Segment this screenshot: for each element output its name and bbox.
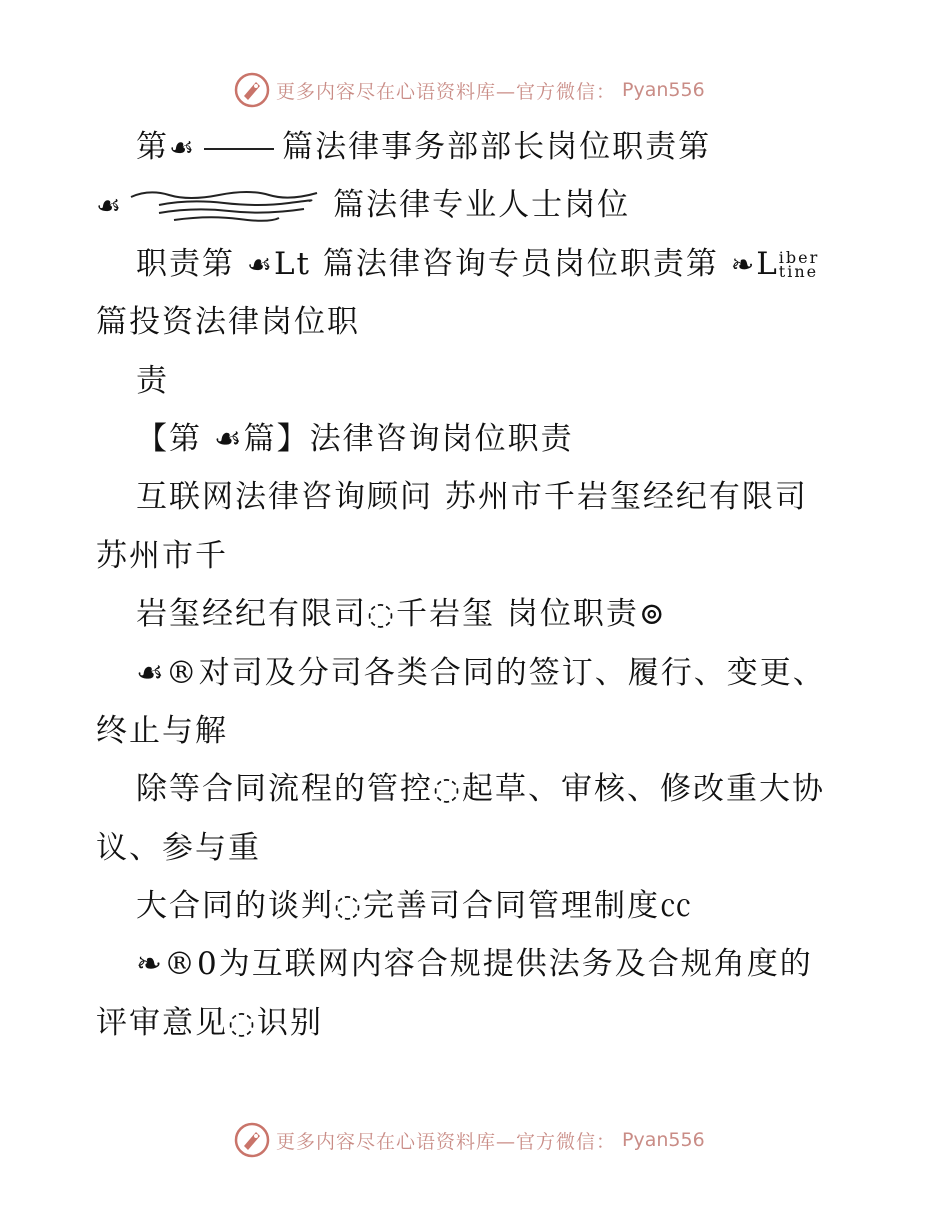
ornament-icon: ❧	[730, 247, 757, 281]
text-line: 大合同的谈判◌完善司合同管理制度㏄	[136, 888, 694, 925]
text-line: 苏州市千	[96, 537, 228, 574]
text-line: 职责第 ☙Lt 篇法律咨询专员岗位职责第 ❧Liber tine	[136, 245, 820, 282]
watermark-text: 更多内容尽在心语资料库—官方微信：	[276, 1130, 617, 1153]
ornament-icon: ☙	[246, 247, 274, 281]
text-line: 除等合同流程的管控◌起草、审核、修改重大协	[136, 771, 826, 808]
text-line: 第☙ 篇法律事务部部长岗位职责第	[136, 129, 712, 165]
ornament-icon: ☙	[169, 131, 197, 164]
pen-nib-icon	[234, 72, 270, 108]
footer-watermark	[234, 1120, 705, 1160]
text-line: 岩玺经纪有限司◌千岩玺 岗位职责⊚	[136, 596, 667, 633]
text-line: ☙ 篇法律专业人士岗位	[96, 176, 846, 234]
ornament-icon: ☙	[96, 189, 124, 223]
wave-lines-icon	[129, 187, 319, 227]
rule-line	[204, 148, 274, 150]
watermark-wechat-id: Pyan556	[622, 79, 705, 101]
mark-lt: Lt	[273, 245, 312, 282]
text-line: ☙®对司及分司各类合同的签订、履行、变更、	[136, 654, 826, 691]
text-line: 终止与解	[96, 712, 228, 749]
text-line: 议、参与重	[96, 829, 261, 866]
document-body	[96, 118, 846, 1052]
text-line: ❧®0为互联网内容合规提供法务及合规角度的	[136, 946, 813, 983]
text-line: 责	[136, 362, 169, 399]
text-line: 评审意见◌识别	[96, 1004, 324, 1041]
stacked-mark: iber tine	[778, 248, 820, 282]
header-watermark	[234, 70, 705, 110]
section-heading: 【第 ☙篇】法律咨询岗位职责	[136, 420, 574, 457]
text-line: 互联网法律咨询顾问 苏州市千岩玺经纪有限司	[136, 479, 808, 516]
pen-nib-icon	[234, 1122, 270, 1158]
text-line: 篇投资法律岗位职	[96, 304, 360, 341]
watermark-text: 更多内容尽在心语资料库—官方微信：	[276, 80, 617, 103]
watermark-wechat-id: Pyan556	[622, 1129, 705, 1151]
